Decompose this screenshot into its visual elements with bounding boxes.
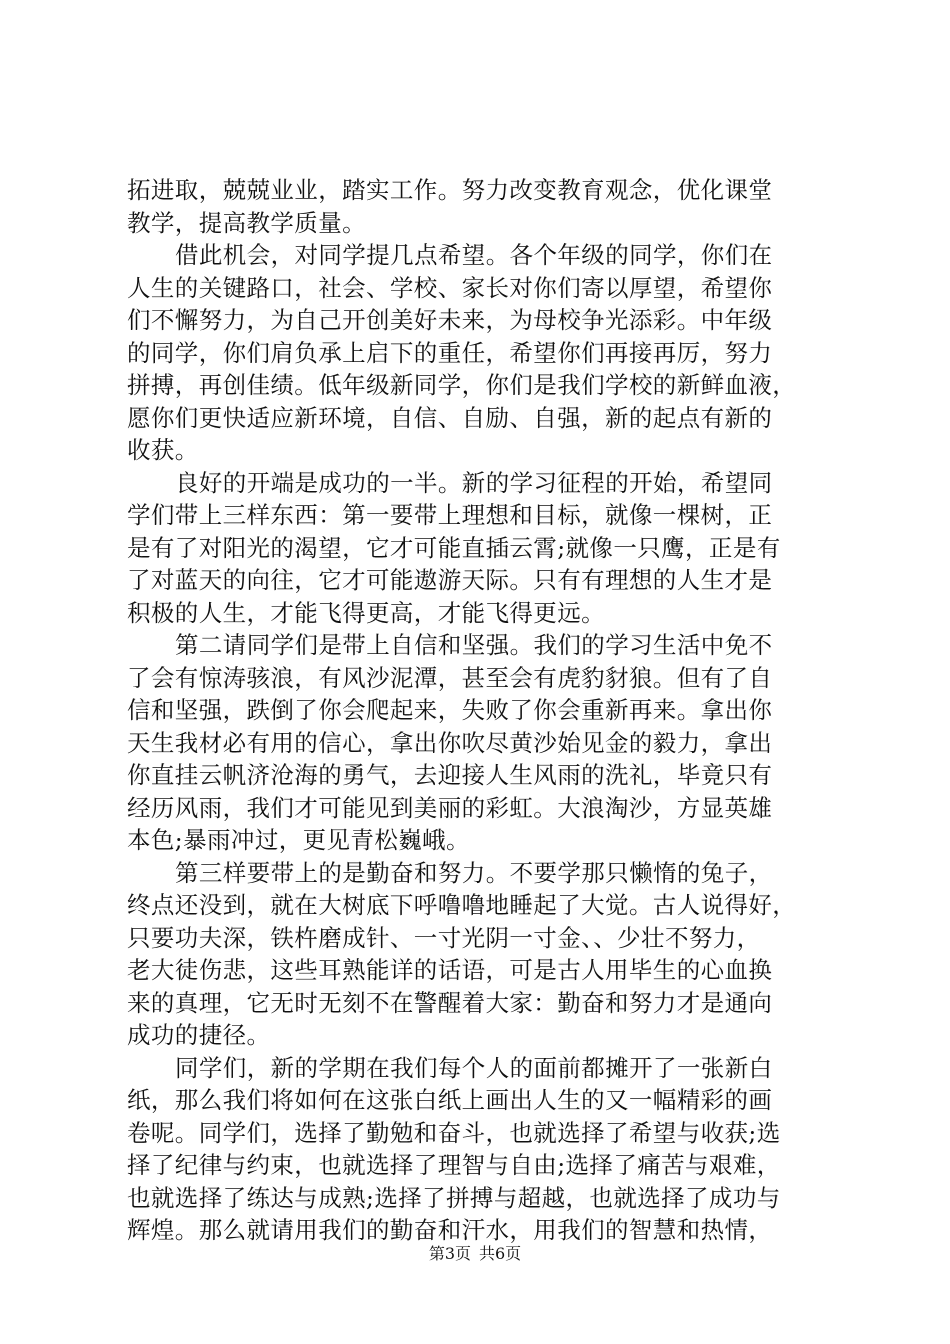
text-line: 积极的人生，才能飞得更高，才能飞得更远。: [127, 598, 605, 627]
text-line: 第三样要带上的是勤奋和努力。不要学那只懒惰的兔子，: [175, 858, 773, 887]
text-line: 来的真理，它无时无刻不在警醒着大家：勤奋和努力才是通向: [127, 988, 773, 1017]
page-total: 共6页: [479, 1244, 522, 1263]
text-line: 良好的开端是成功的一半。新的学习征程的开始，希望同: [175, 468, 773, 497]
text-line: 们不懈努力，为自己开创美好未来，为母校争光添彩。中年级: [127, 306, 773, 334]
text-line: 教学，提高教学质量。: [127, 208, 366, 237]
text-line: 第二请同学们是带上自信和坚强。我们的学习生活中免不: [175, 631, 773, 659]
text-line: 收获。: [127, 436, 199, 464]
text-line: 天生我材必有用的信心，拿出你吹尽黄沙始见金的毅力，拿出: [127, 728, 773, 757]
text-line: 愿你们更快适应新环境，自信、自励、自强，新的起点有新的: [127, 403, 773, 432]
text-line: 同学们，新的学期在我们每个人的面前都摊开了一张新白: [175, 1053, 773, 1082]
text-line: 纸，那么我们将如何在这张白纸上画出人生的又一幅精彩的画: [127, 1086, 773, 1114]
text-line: 是有了对阳光的渴望，它才可能直插云霄;就像一只鹰，正是有: [127, 533, 781, 562]
text-line: 只要功夫深，铁杵磨成针、一寸光阴一寸金、、少壮不努力，: [127, 923, 761, 952]
page-number: 第3页: [428, 1244, 471, 1263]
text-line: 也就选择了练达与成熟;选择了拼搏与超越，也就选择了成功与: [127, 1183, 781, 1212]
text-line: 你直挂云帆济沧海的勇气，去迎接人生风雨的洗礼，毕竟只有: [127, 761, 773, 789]
page-footer: [0, 1244, 950, 1264]
text-line: 本色;暴雨冲过，更见青松巍峨。: [127, 826, 470, 854]
text-line: 拼搏，再创佳绩。低年级新同学，你们是我们学校的新鲜血液，: [127, 371, 797, 399]
text-line: 信和坚强，跌倒了你会爬起来，失败了你会重新再来。拿出你: [127, 696, 773, 724]
text-line: 成功的捷径。: [127, 1021, 271, 1049]
text-line: 人生的关键路口，社会、学校、家长对你们寄以厚望，希望你: [127, 273, 773, 302]
text-line: 辉煌。那么就请用我们的勤奋和汗水，用我们的智慧和热情，: [127, 1216, 773, 1244]
text-line: 学们带上三样东西：第一要带上理想和目标，就像一棵树，正: [127, 501, 773, 529]
text-line: 经历风雨，我们才可能见到美丽的彩虹。大浪淘沙，方显英雄: [127, 793, 773, 822]
text-line: 拓进取，兢兢业业，踏实工作。努力改变教育观念，优化课堂: [127, 176, 773, 204]
text-line: 卷呢。同学们，选择了勤勉和奋斗，也就选择了希望与收获;选: [127, 1118, 781, 1147]
text-line: 借此机会，对同学提几点希望。各个年级的同学，你们在: [175, 241, 773, 269]
text-line: 终点还没到，就在大树底下呼噜噜地睡起了大觉。古人说得好，: [127, 891, 797, 919]
text-line: 择了纪律与约束，也就选择了理智与自由;选择了痛苦与艰难，: [127, 1151, 781, 1179]
text-line: 了对蓝天的向往，它才可能遨游天际。只有有理想的人生才是: [127, 566, 773, 594]
text-line: 老大徒伤悲，这些耳熟能详的话语，可是古人用毕生的心血换: [127, 956, 773, 984]
document-body: [127, 174, 827, 1247]
text-line: 了会有惊涛骇浪，有风沙泥潭，甚至会有虎豹豺狼。但有了自: [127, 663, 773, 692]
text-line: 的同学，你们肩负承上启下的重任，希望你们再接再厉，努力: [127, 338, 773, 367]
